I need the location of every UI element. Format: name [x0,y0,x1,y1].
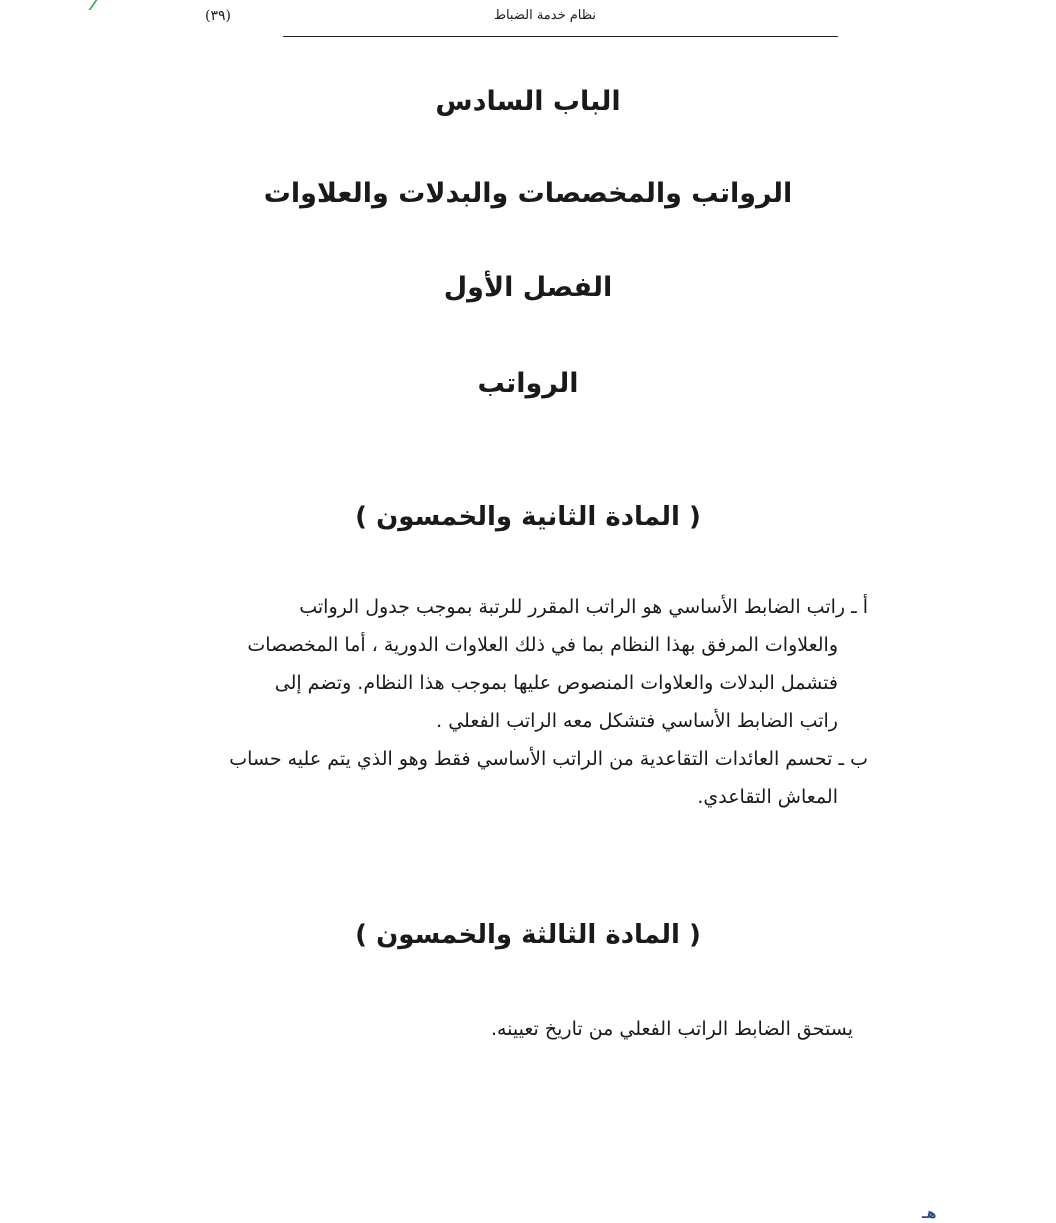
clause-b [208,740,868,816]
article-53-heading: ( المادة الثالثة والخمسون ) [355,920,701,950]
section-title: الرواتب [477,368,579,399]
article-52-heading: ( المادة الثانية والخمسون ) [355,502,701,532]
footer-mark: هـ [922,1206,937,1222]
clause-b-line-2: المعاش التقاعدي. [697,786,838,808]
corner-pen-mark [88,0,111,10]
header-rule [283,36,838,37]
clause-a-line-2: والعلاوات المرفق بهذا النظام بما في ذلك العلاوات الدورية ، أما المخصصات [247,634,838,656]
running-title: نظام خدمة الضباط [493,8,597,23]
article-53-text: يستحق الضابط الراتب الفعلي من تاريخ تعيينه. [490,1018,853,1040]
clause-a [208,588,868,740]
clause-a-line-3: فتشمل البدلات والعلاوات المنصوص عليها بموجب هذا النظام. وتضم إلى [274,672,838,694]
part-title: الرواتب والمخصصات والبدلات والعلاوات [263,178,793,209]
page-number: (٣٩) [205,8,231,24]
chapter-label: الفصل الأول [443,272,613,303]
clause-a-line-1: أ ـ راتب الضابط الأساسي هو الراتب المقرر للرتبة بموجب جدول الرواتب [299,596,868,618]
part-label: الباب السادس [435,86,621,117]
clause-b-line-1: ب ـ تحسم العائدات التقاعدية من الراتب الأساسي فقط وهو الذي يتم عليه حساب [229,748,868,770]
clause-a-line-4: راتب الضابط الأساسي فتشكل معه الراتب الفعلي . [436,710,838,732]
